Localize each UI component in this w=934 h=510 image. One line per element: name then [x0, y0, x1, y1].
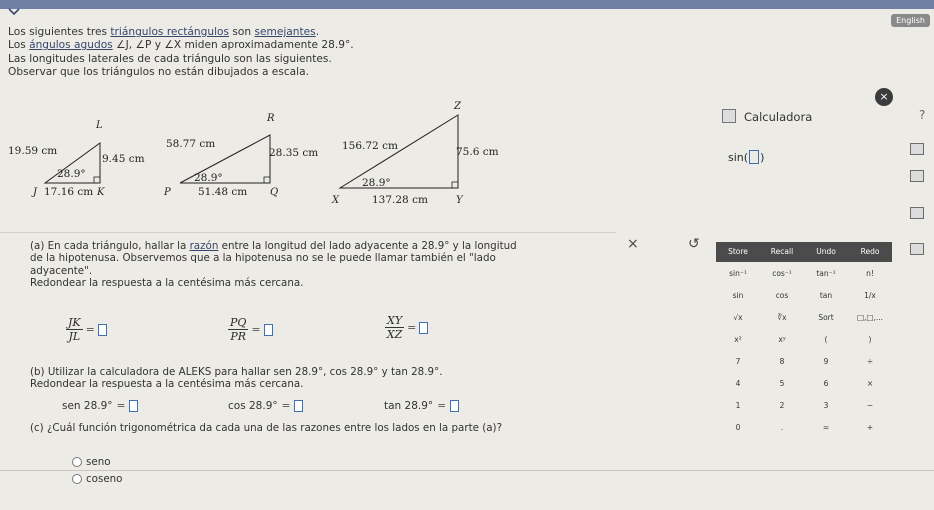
calc-key[interactable]: ( [824, 335, 828, 344]
keypad-row [716, 352, 892, 372]
keypad-row [716, 418, 892, 438]
adjacent-label: 51.48 cm [198, 186, 248, 198]
vertex-r: R [267, 113, 275, 124]
hypotenuse-label: 19.59 cm [8, 145, 58, 157]
keypad-row [716, 374, 892, 394]
vertex-j: J [33, 187, 38, 198]
bottom-divider [0, 470, 934, 471]
calc-key[interactable]: 4 [735, 379, 741, 388]
opposite-label: 9.45 cm [102, 153, 145, 165]
calc-key[interactable]: 8 [779, 357, 785, 366]
calc-key[interactable]: 1 [735, 401, 741, 410]
clear-button[interactable]: × [627, 236, 639, 252]
keypad-row [716, 242, 892, 262]
cos-row: cos 28.9° = [228, 400, 303, 412]
link-right-triangles[interactable]: triángulos rectángulos [110, 26, 230, 38]
calc-key[interactable]: n! [866, 269, 874, 278]
fraction-jk-jl: $\frac{JK}{JL}$ = [66, 316, 107, 343]
vertex-q: Q [270, 187, 279, 198]
answer-box-tan[interactable] [450, 400, 459, 412]
angle-label: 28.9° [194, 172, 223, 184]
calc-key[interactable]: − [866, 401, 874, 410]
vertex-x: X [332, 195, 340, 206]
notes-icon[interactable] [910, 207, 924, 219]
keypad-row [716, 308, 892, 328]
calc-key[interactable]: ∛x [777, 313, 787, 322]
calc-key[interactable]: sin [732, 291, 744, 300]
calc-key[interactable]: 0 [735, 423, 741, 432]
calc-key[interactable]: + [866, 423, 874, 432]
calc-key[interactable]: √x [733, 313, 743, 322]
answer-box-pq-pr[interactable] [264, 324, 273, 336]
calc-key[interactable]: ) [868, 335, 872, 344]
option-seno[interactable]: seno [72, 456, 111, 468]
calculator-keypad [716, 242, 892, 440]
fraction-xy-xz: $\frac{XY}{XZ}$ = [385, 314, 428, 341]
vertex-p: P [164, 187, 171, 198]
calc-key[interactable]: Recall [760, 242, 804, 262]
calculator-display[interactable]: sin( ) [728, 150, 765, 164]
keypad-row [716, 264, 892, 284]
calc-key[interactable]: = [822, 423, 830, 432]
calc-key[interactable]: 5 [779, 379, 785, 388]
part-b-text: (b) Utilizar la calculadora de ALEKS para hallar sen 28.9°, cos 28.9° y tan 28.9°. Redondear la respuesta a la centésima más cercana. [30, 366, 443, 391]
calc-key[interactable]: 6 [823, 379, 829, 388]
calc-key[interactable]: ÷ [866, 357, 874, 366]
cursor-box [749, 150, 759, 164]
calc-key[interactable]: 3 [823, 401, 829, 410]
calc-key[interactable]: sin⁻¹ [729, 269, 747, 278]
fraction-pq-pr: $\frac{PQ}{PR}$ = [228, 316, 273, 343]
calc-key[interactable]: x² [734, 335, 742, 344]
answer-box-sin[interactable] [129, 400, 138, 412]
problem-intro: Los siguientes tres triángulos rectángulos son semejantes. Los ángulos agudos ∠J, ∠P y ∠X miden aproximadamente 28.9°. Las longitudes laterales de cada triángulo son las siguientes. Observar que los triángulos no están dibujados a escala. [8, 26, 354, 78]
triangle-xyz [330, 95, 520, 219]
adjacent-label: 17.16 cm [44, 186, 94, 198]
hypotenuse-label: 58.77 cm [166, 138, 216, 150]
calc-key[interactable]: 9 [823, 357, 829, 366]
vertex-k: K [97, 187, 105, 198]
calculator-title: Calculadora [744, 110, 813, 124]
link-similar[interactable]: semejantes [254, 26, 316, 38]
calc-key[interactable]: 2 [779, 401, 785, 410]
help-icon[interactable]: ? [919, 108, 926, 122]
calc-key[interactable]: □,□,... [856, 313, 884, 322]
calc-key[interactable]: cos [775, 291, 789, 300]
calc-key[interactable]: cos⁻¹ [772, 269, 792, 278]
vertex-z: Z [454, 101, 461, 112]
radio-icon[interactable] [72, 457, 82, 467]
opposite-label: 75.6 cm [456, 146, 499, 158]
calc-key[interactable]: Undo [804, 242, 848, 262]
calculator-icon [722, 109, 736, 123]
answer-box-cos[interactable] [294, 400, 303, 412]
angle-label: 28.9° [57, 168, 86, 180]
calc-key[interactable]: xʸ [778, 335, 786, 344]
vertex-l: L [96, 120, 103, 131]
triangle-jkl [0, 95, 150, 209]
keypad-row [716, 286, 892, 306]
top-bar [0, 0, 934, 9]
sin-row: sen 28.9° = [62, 400, 138, 412]
option-coseno[interactable]: coseno [72, 473, 123, 485]
calc-key[interactable]: Sort [818, 313, 834, 322]
tan-row: tan 28.9° = [384, 400, 459, 412]
answer-box-jk-jl[interactable] [98, 324, 107, 336]
play-icon[interactable] [910, 170, 924, 182]
angle-label: 28.9° [362, 177, 391, 189]
message-icon[interactable] [910, 243, 924, 255]
adjacent-label: 137.28 cm [372, 194, 428, 206]
vertex-y: Y [456, 195, 463, 206]
calc-key[interactable]: 1/x [864, 291, 876, 300]
calc-key[interactable]: . [780, 423, 784, 432]
link-ratio[interactable]: razón [189, 240, 219, 252]
undo-button[interactable]: ↺ [688, 236, 700, 252]
calculator-side-icon[interactable] [910, 143, 924, 155]
calc-key[interactable]: 7 [735, 357, 741, 366]
chevron-down-icon[interactable] [8, 8, 20, 16]
calculator-close-button[interactable]: × [875, 88, 893, 106]
radio-icon[interactable] [72, 474, 82, 484]
keypad-row [716, 396, 892, 416]
triangle-pqr [160, 95, 330, 209]
calc-key[interactable]: × [866, 379, 874, 388]
answer-box-xy-xz[interactable] [419, 322, 428, 334]
language-button[interactable]: English [891, 14, 930, 27]
opposite-label: 28.35 cm [269, 147, 319, 159]
keypad-row [716, 330, 892, 350]
hypotenuse-label: 156.72 cm [342, 140, 398, 152]
link-acute-angles[interactable]: ángulos agudos [29, 39, 113, 52]
section-divider [0, 232, 616, 233]
calc-key[interactable]: Redo [848, 242, 892, 262]
calc-key[interactable]: Store [716, 242, 760, 262]
calc-key[interactable]: tan⁻¹ [816, 269, 836, 278]
calc-key[interactable]: tan [819, 291, 833, 300]
part-c-text: (c) ¿Cuál función trigonométrica da cada una de las razones entre los lados en la parte (a)? [30, 422, 503, 434]
part-a-text: (a) En cada triángulo, hallar la razón entre la longitud del lado adyacente a 28.9° y la longitud de la hipotenusa. Observemos que a la hipotenusa no se le puede llamar también el "lado adyacente". Redondear la respuesta a la centésima más cercana. [30, 240, 517, 290]
